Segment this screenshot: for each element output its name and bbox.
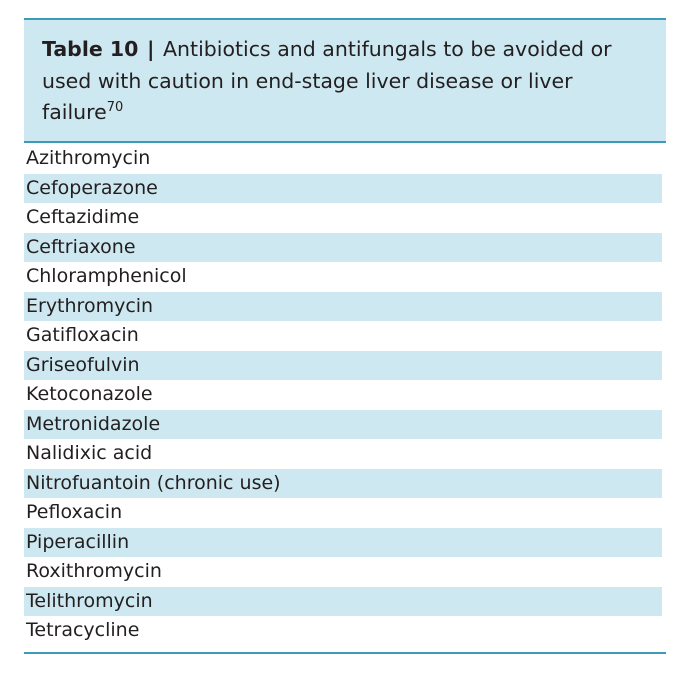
table-row: Piperacillin — [24, 528, 662, 558]
table-row: Ketoconazole — [26, 383, 153, 405]
drug-list — [24, 143, 666, 646]
table-row: Gatifloxacin — [26, 324, 139, 346]
table-row: Ceftazidime — [26, 206, 140, 228]
caption-text — [42, 34, 648, 129]
table-row: Nitrofuantoin (chronic use) — [24, 469, 662, 499]
table-row: Ceftriaxone — [24, 233, 662, 263]
table-row: Tetracycline — [26, 619, 140, 641]
table-row: Erythromycin — [24, 292, 662, 322]
table-row: Nalidixic acid — [26, 442, 153, 464]
table-row: Cefoperazone — [24, 174, 662, 204]
table-row: Chloramphenicol — [26, 265, 187, 287]
table-caption — [24, 18, 666, 143]
table-container — [24, 18, 666, 654]
table-row: Telithromycin — [24, 587, 662, 617]
table-label: Table 10 — [42, 37, 139, 61]
table-row: Pefloxacin — [26, 501, 123, 523]
reference-superscript: 70 — [106, 100, 124, 116]
table-row: Metronidazole — [24, 410, 662, 440]
caption-separator: | — [146, 37, 155, 61]
table-title: Antibiotics and antifungals to be avoided or used with caution in end-stage liver disease or liver failure — [42, 37, 612, 124]
table-row: Griseofulvin — [24, 351, 662, 381]
table-row: Roxithromycin — [26, 560, 162, 582]
bottom-rule — [24, 652, 666, 654]
table-row: Azithromycin — [26, 147, 151, 169]
